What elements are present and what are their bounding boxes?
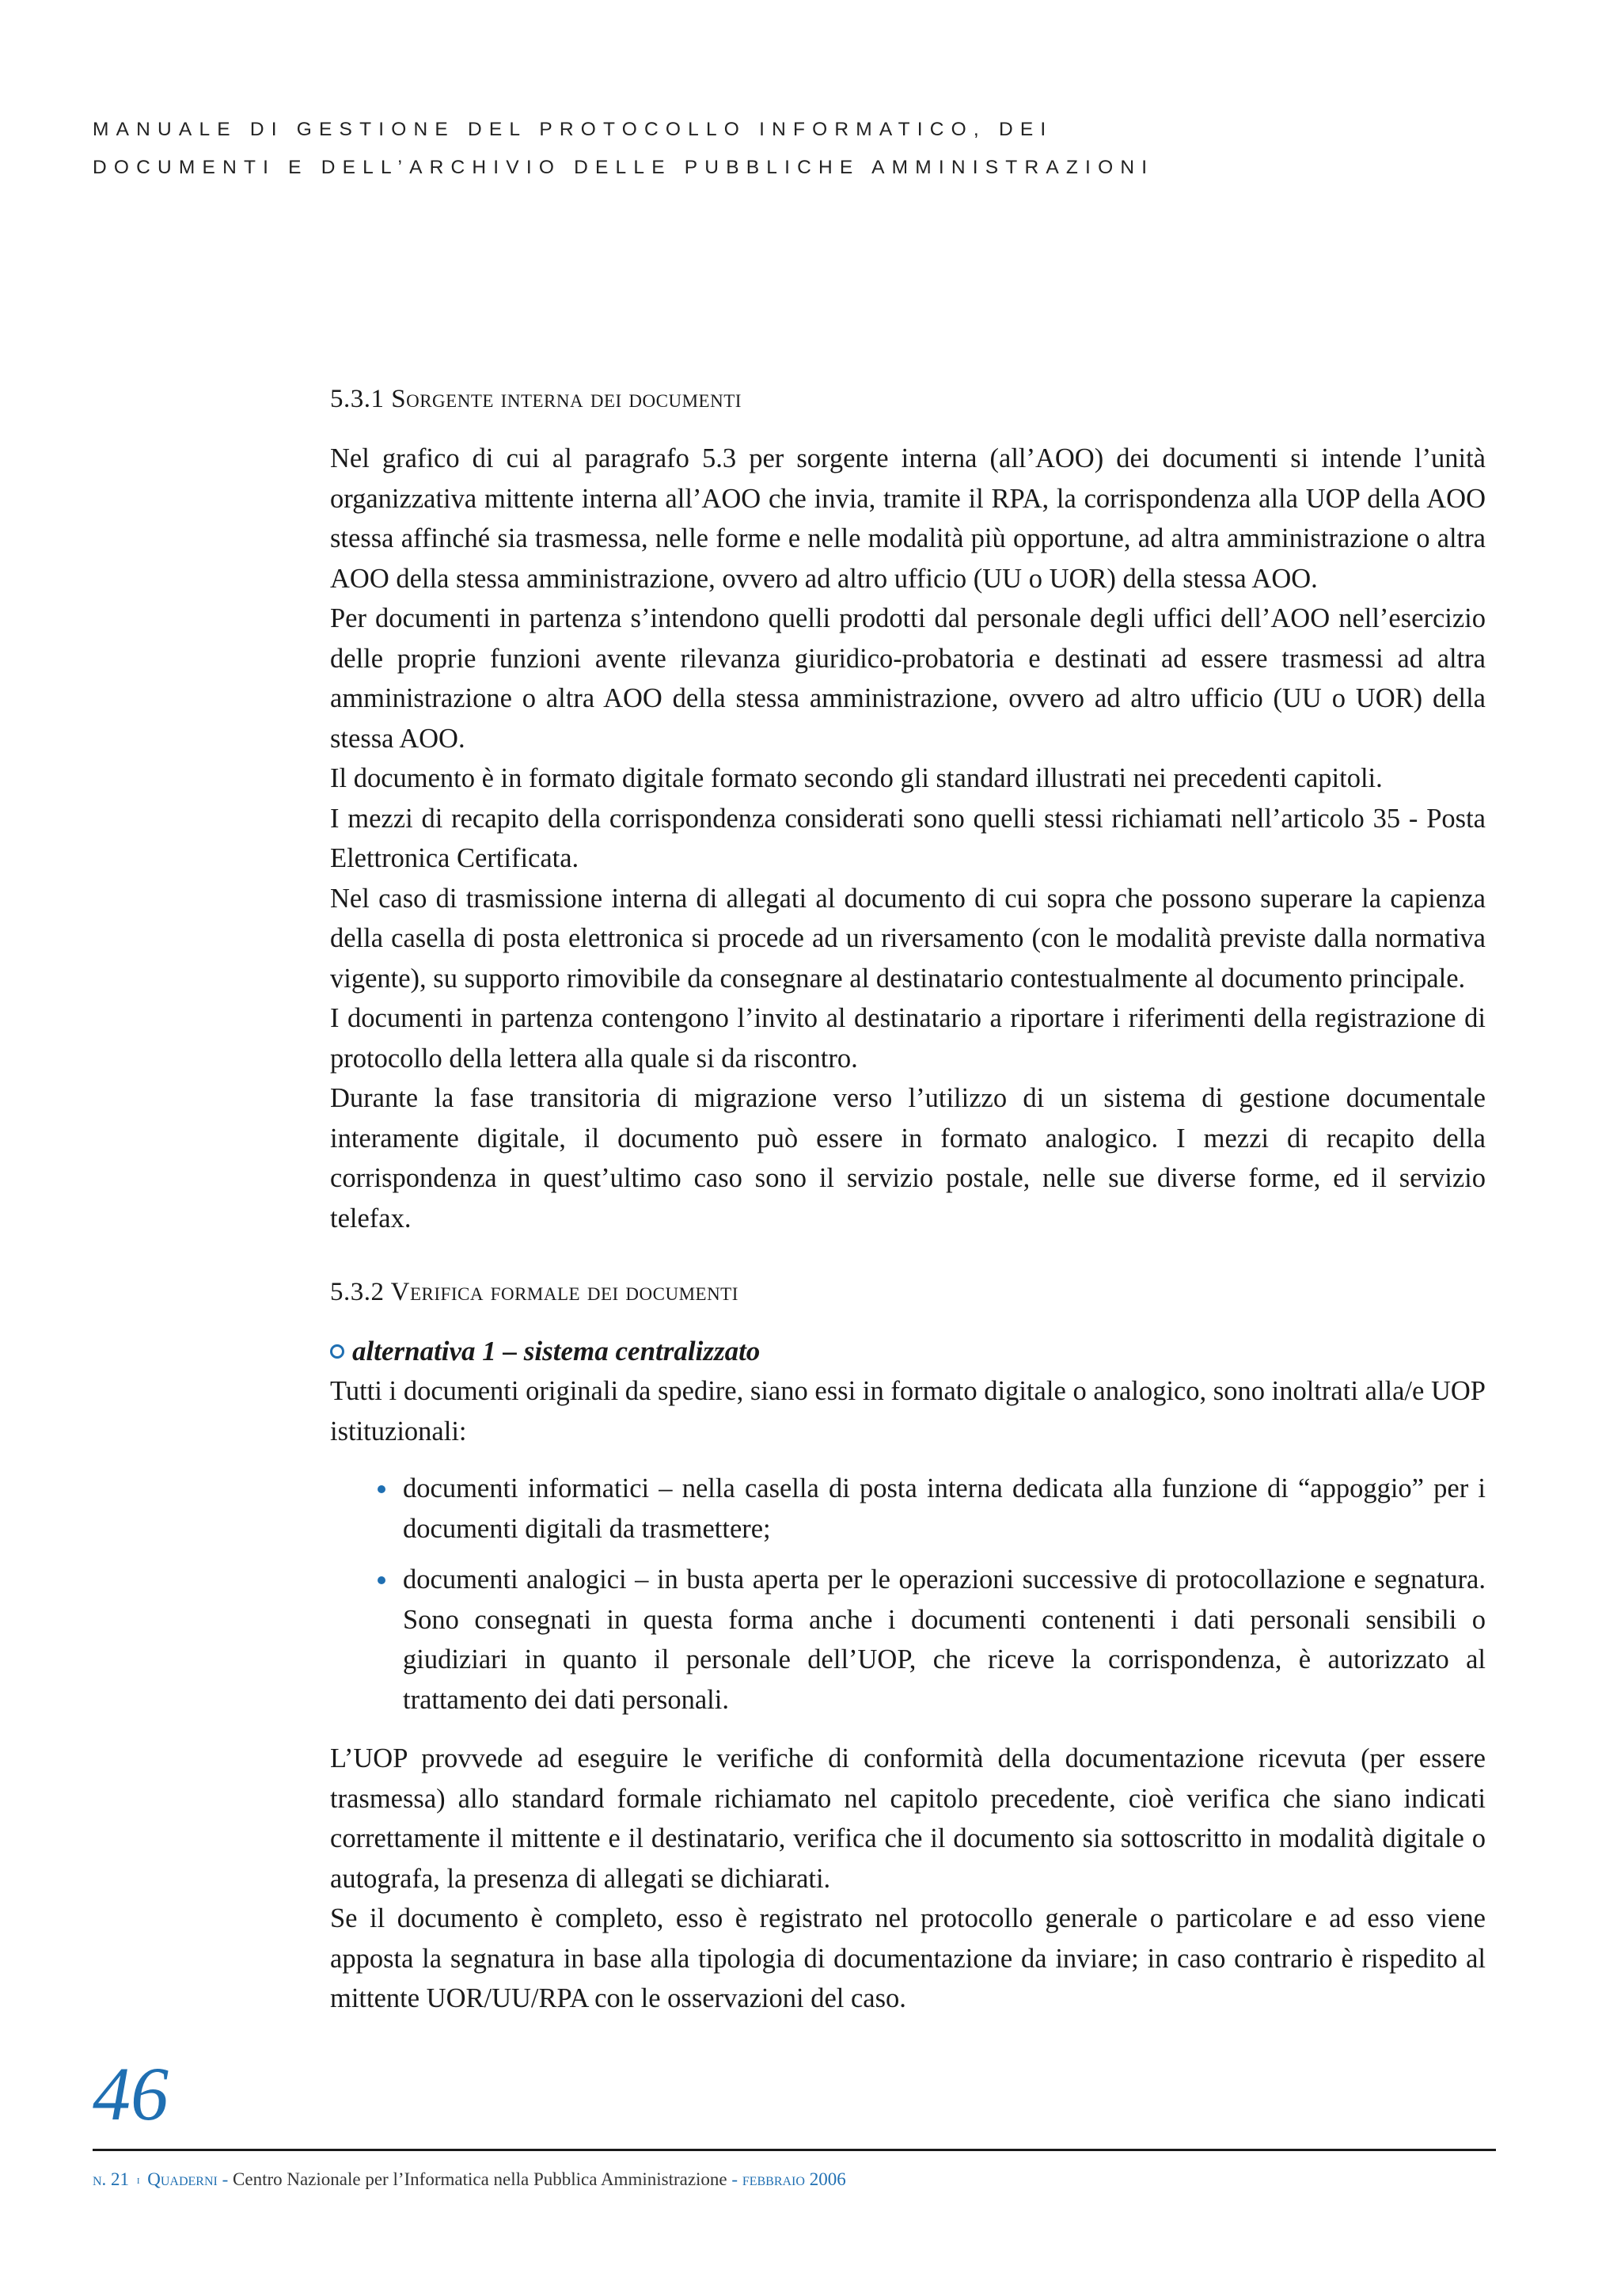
footer-dash: - — [731, 2169, 742, 2189]
footer-issue: n. 21 — [93, 2169, 130, 2189]
page-number: 46 — [93, 2051, 169, 2136]
paragraph: Nel caso di trasmissione interna di allegati al documento di cui sopra che possono superare la capienza della casella di posta elettronica si procede ad un riversamento (con le modalità previste dalla normativa vigente), su supporto rimovibile da consegnare al destinatario contestualmente al documento principale. — [330, 883, 1486, 994]
footer-series: Quaderni — [147, 2169, 218, 2189]
paragraph: Il documento è in formato digitale formato secondo gli standard illustrati nei precedenti capitoli. — [330, 763, 1383, 793]
paragraph: I mezzi di recapito della corrispondenza considerati sono quelli stessi richiamati nell’articolo 35 - Posta Elettronica Certificata. — [330, 803, 1486, 873]
list-item — [330, 1469, 1486, 1549]
paragraph: Nel grafico di cui al paragrafo 5.3 per sorgente interna (all’AOO) dei documenti si intende l’unità organizzativa mittente interna all’AOO che invia, tramite il RPA, la corrispondenza alla UOP della AOO stessa affinché sia trasmessa, nelle forme e nelle modalità più opportune, ad altra amministrazione o altra AOO della stessa amministrazione, ovvero ad altro ufficio (UU o UOR) della stessa AOO. — [330, 443, 1486, 594]
footer-date: febbraio 2006 — [742, 2169, 846, 2189]
section-heading-5-3-1: 5.3.1 Sorgente interna dei documenti — [330, 385, 742, 413]
running-header — [93, 111, 1517, 187]
footer — [93, 2168, 846, 2192]
ring-bullet-icon — [330, 1344, 344, 1359]
footer-rule — [93, 2149, 1496, 2151]
footer-separator: i — [136, 2173, 140, 2187]
running-header-line-2: DOCUMENTI E DELL’ARCHIVIO DELLE PUBBLICHE AMMINISTRAZIONI — [93, 157, 1155, 178]
paragraph: Se il documento è completo, esso è registrato nel protocollo generale o particolare e ad esso viene apposta la segnatura in base alla tipologia di documentazione da inviare; in caso contrario è rispedito al mittente UOR/UU/RPA con le osservazioni del caso. — [330, 1903, 1486, 2013]
alternative-title: alternativa 1 – sistema centralizzato — [352, 1336, 761, 1367]
footer-dash: - — [222, 2169, 233, 2189]
footer-publisher: Centro Nazionale per l’Informatica nella Pubblica Amministrazione — [233, 2169, 727, 2189]
section-heading-5-3-2: 5.3.2 Verifica formale dei documenti — [330, 1278, 738, 1306]
section-5-3-1-body — [330, 439, 1486, 1238]
dot-bullet-icon — [378, 1576, 385, 1584]
list-item-text: documenti informatici – nella casella di posta interna dedicata alla funzione di “appoggio” per i documenti digitali da trasmettere; — [403, 1473, 1486, 1544]
paragraph: Per documenti in partenza s’intendono quelli prodotti dal personale degli uffici dell’AOO nell’esercizio delle proprie funzioni avente rilevanza giuridico-probatoria e destinati ad essere trasmessi ad altra amministrazione o altra AOO della stessa amministrazione, ovvero ad altro ufficio (UU o UOR) della stessa AOO. — [330, 603, 1486, 754]
bullet-list — [330, 1469, 1486, 1720]
paragraph: Durante la fase transitoria di migrazione verso l’utilizzo di un sistema di gestione documentale interamente digitale, il documento può essere in formato analogico. I mezzi di recapito della corrispondenza in quest’ultimo caso sono il servizio postale, nelle sue diverse forme, ed il servizio telefax. — [330, 1083, 1486, 1234]
main-content — [330, 378, 1486, 2019]
running-header-line-1: MANUALE DI GESTIONE DEL PROTOCOLLO INFORMATICO, DEI — [93, 119, 1053, 140]
list-item-text: documenti analogici – in busta aperta per le operazioni successive di protocollazione e segnatura. Sono consegnati in questa forma anche i documenti contenenti i dati personali sensibili o giudiziari in quanto il personale dell’UOP, che riceve la corrispondenza, è autorizzato al trattamento dei dati personali. — [403, 1564, 1486, 1715]
paragraph: Tutti i documenti originali da spedire, siano essi in formato digitale o analogico, sono inoltrati alla/e UOP istituzionali: — [330, 1376, 1486, 1446]
dot-bullet-icon — [378, 1485, 385, 1493]
list-item — [330, 1560, 1486, 1720]
alternative-heading — [330, 1332, 1486, 1371]
paragraph: L’UOP provvede ad eseguire le verifiche di conformità della documentazione ricevuta (per essere trasmessa) allo standard formale richiamato nel capitolo precedente, cioè verifica che siano indicati correttamente il mittente e il destinatario, verifica che il documento sia sottoscritto in modalità digitale o autografa, la presenza di allegati se dichiarati. — [330, 1743, 1486, 1894]
paragraph: I documenti in partenza contengono l’invito al destinatario a riportare i riferimenti della registrazione di protocollo della lettera alla quale si da riscontro. — [330, 1003, 1486, 1074]
